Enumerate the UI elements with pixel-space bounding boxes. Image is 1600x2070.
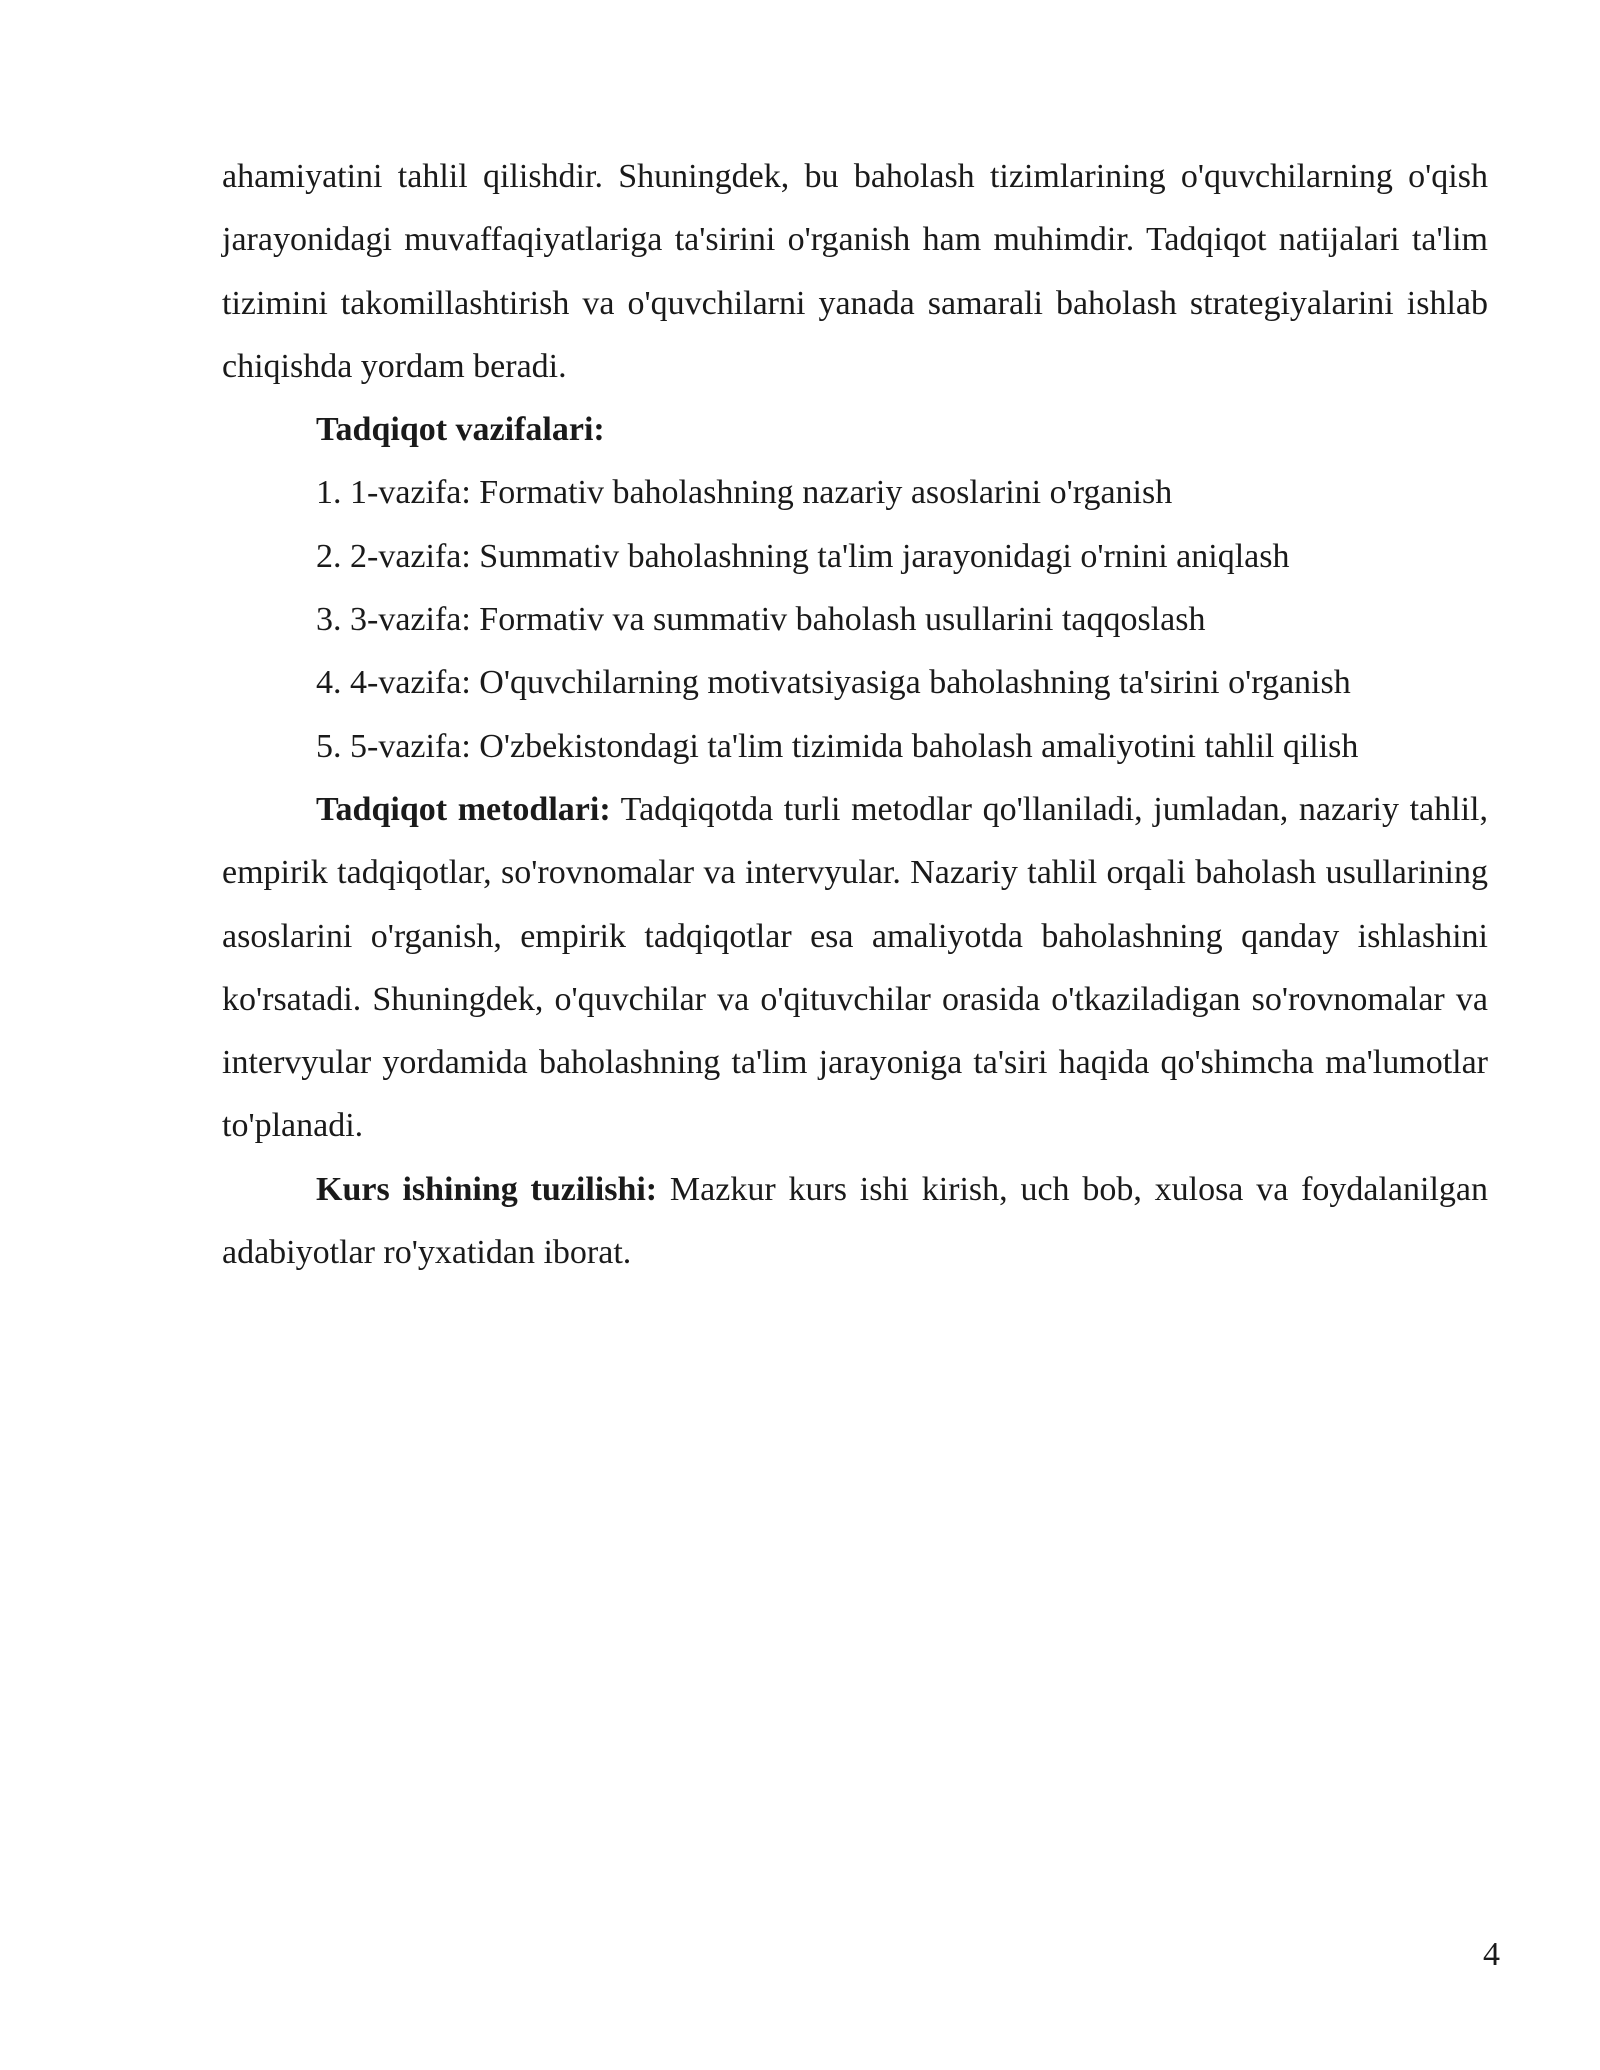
- methods-paragraph: [222, 778, 1488, 1158]
- intro-paragraph: ahamiyatini tahlil qilishdir. Shuningdek, bu baholash tizimlarining o'quvchilarning o'qish jarayonidagi muvaffaqiyatlariga ta'sirini o'rganish ham muhimdir. Tadqiqot natijalari ta'lim tizimini takomillashtirish va o'quvchilarni yanada samarali baholash strategiyalarini ishlab chiqishda yordam beradi.: [222, 158, 1488, 385]
- list-item: 5. 5-vazifa: O'zbekistondagi ta'lim tizimida baholash amaliyotini tahlil qilish: [316, 727, 1359, 765]
- structure-text: Mazkur kurs ishi kirish, uch bob, xulosa va foydalanilgan adabiyotlar ro'yxatidan iborat.: [222, 1170, 1489, 1272]
- methods-label: Tadqiqot metodlari:: [316, 790, 611, 828]
- list-item: 3. 3-vazifa: Formativ va summativ baholash usullarini taqqoslash: [316, 601, 1206, 639]
- structure-paragraph: [222, 1158, 1488, 1285]
- tasks-heading: Tadqiqot vazifalari:: [316, 411, 605, 449]
- tasks-list: [222, 461, 1488, 777]
- page-number: 4: [1483, 1936, 1500, 1973]
- list-item: 1. 1-vazifa: Formativ baholashning nazariy asoslarini o'rganish: [316, 474, 1173, 512]
- list-item: 2. 2-vazifa: Summativ baholashning ta'lim jarayonidagi o'rnini aniqlash: [316, 537, 1290, 575]
- list-item: 4. 4-vazifa: O'quvchilarning motivatsiyasiga baholashning ta'sirini o'rganish: [316, 664, 1351, 702]
- methods-text: Tadqiqotda turli metodlar qo'llaniladi, jumladan, nazariy tahlil, empirik tadqiqotlar, so'rovnomalar va intervyular. Nazariy tahlil orqali baholash usullarining asoslarini o'rganish, empirik tadqiqotlar esa amaliyotda baholashning qanday ishlashini ko'rsatadi. Shuningdek, o'quvchilar va o'qituvchilar orasida o'tkaziladigan so'rovnomalar va intervyular yordamida baholashning ta'lim jarayoniga ta'siri haqida qo'shimcha ma'lumotlar to'planadi.: [222, 790, 1488, 1145]
- structure-label: Kurs ishining tuzilishi:: [316, 1170, 658, 1208]
- page-body: [222, 145, 1488, 1284]
